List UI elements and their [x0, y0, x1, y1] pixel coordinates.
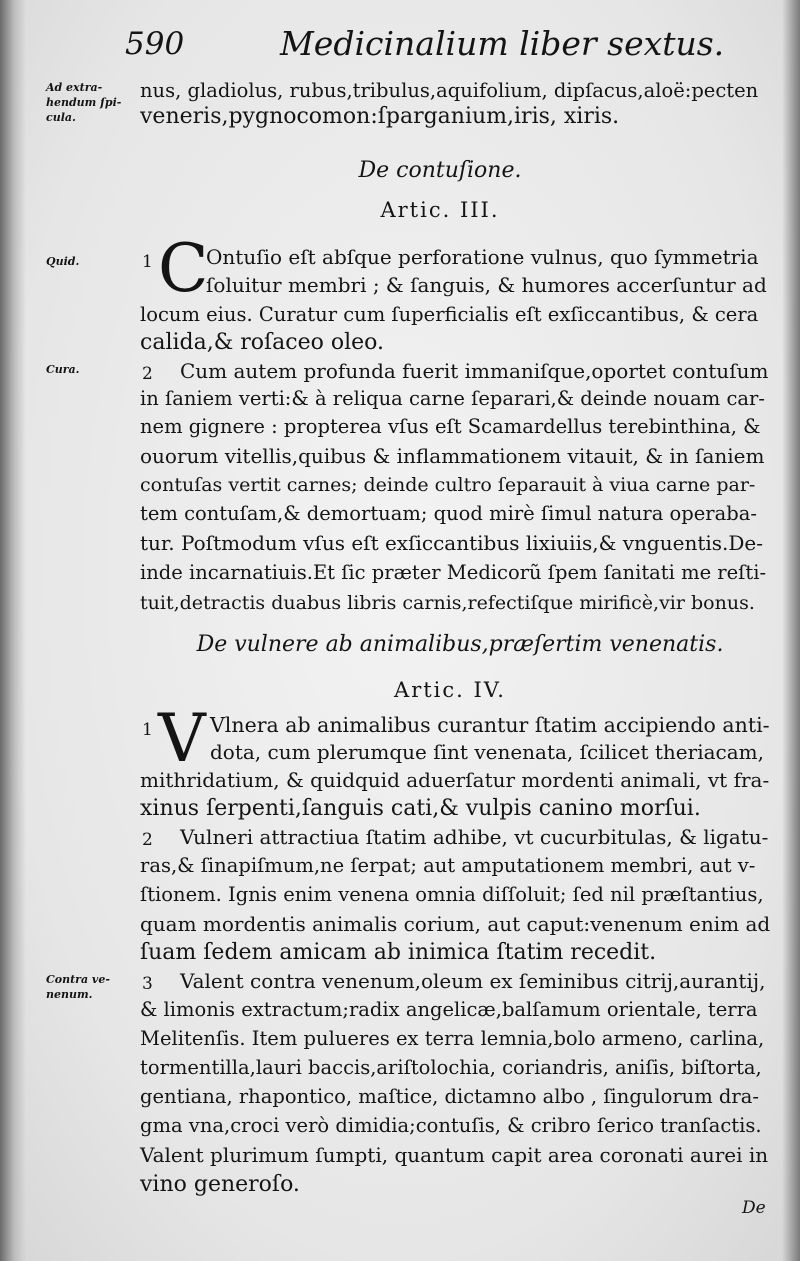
text-line: in ſaniem verti:& à reliqua carne ſeparari,& deinde nouam car-	[140, 387, 765, 410]
text-line: tem contuſam,& demortuam; quod mirè ſimul natura operaba-	[140, 502, 757, 525]
catchword: De	[742, 1198, 766, 1218]
margin-note-line: hendum ſpi-	[46, 96, 122, 109]
text-line: & limonis extractum;radix angelicæ,balſamum orientale, terra	[140, 998, 758, 1021]
text-line: tuit,detractis duabus libris carnis,refectiſque mirificè,vir bonus.	[140, 592, 755, 614]
text-line: contuſas vertit carnes; deinde cultro ſeparauit à viua carne par-	[140, 474, 756, 496]
margin-note-line: Quid.	[46, 255, 80, 268]
margin-note-cura	[46, 362, 128, 377]
margin-note-contra-venenum	[46, 972, 128, 1002]
text-line: tormentilla,lauri baccis,ariſtolochia, coriandris, aniſis, biſtorta,	[140, 1056, 762, 1079]
text-line: Vulneri attractiua ſtatim adhibe, vt cucurbitulas, & ligatu-	[180, 825, 769, 849]
article-heading: Artic. IV.	[394, 678, 506, 702]
paragraph-number: 1	[142, 720, 153, 740]
margin-note-ad-extrahendum	[46, 80, 128, 125]
margin-note-quid	[46, 254, 128, 269]
text-line: gentiana, rhapontico, maſtice, dictamno albo , ſingulorum dra-	[140, 1085, 759, 1108]
text-line: Valent contra venenum,oleum ex ſeminibus citrij,aurantij,	[180, 969, 766, 993]
text-line: nem gignere : propterea vſus eſt Scamardellus terebinthina, &	[140, 415, 761, 438]
text-line: Vlnera ab animalibus curantur ſtatim accipiendo anti-	[210, 713, 770, 737]
paragraph-number: 3	[142, 974, 153, 994]
margin-note-line: cula.	[46, 111, 76, 124]
section-title: De vulnere ab animalibus,præſertim venenatis.	[196, 632, 724, 657]
text-line: vino generoſo.	[140, 1172, 300, 1197]
text-line: tur. Poſtmodum vſus eſt exſiccantibus lixiuiis,& vnguentis.De-	[140, 531, 764, 555]
page-header	[125, 18, 725, 68]
text-line: Ontuſio eſt abſque perforatione vulnus, quo ſymmetria	[206, 245, 759, 269]
running-title: Medicinalium liber sextus.	[280, 24, 725, 63]
drop-cap: V	[158, 700, 206, 777]
page-number: 590	[125, 26, 185, 62]
text-line: ſtionem. Ignis enim venena omnia diſſoluit; ſed nil præſtantius,	[140, 883, 764, 906]
article-heading: Artic. III.	[380, 198, 500, 222]
text-line: Melitenſis. Item pulueres ex terra lemnia,bolo armeno, carlina,	[140, 1027, 765, 1050]
text-line: veneris,pygnocomon:ſparganium,iris, xiris.	[140, 104, 620, 129]
text-line: ſuam ſedem amicam ab inimica ſtatim recedit.	[140, 940, 657, 965]
text-line: gma vna,croci verò dimidia;contuſis, & cribro ſerico tranſactis.	[140, 1114, 762, 1137]
margin-note-line: nenum.	[46, 988, 93, 1001]
edge-shadow	[782, 0, 800, 1261]
text-line: nus, gladiolus, rubus,tribulus,aquifolium, dipſacus,aloë:pecten	[140, 79, 759, 102]
paragraph-number: 2	[142, 364, 153, 384]
gutter-shadow	[0, 0, 26, 1261]
text-line: calida,& roſaceo oleo.	[140, 330, 385, 355]
text-line: quam mordentis animalis corium, aut caput:venenum enim ad	[140, 912, 771, 936]
text-line: ouorum vitellis,quibus & inflammationem vitauit, & in ſaniem	[140, 444, 765, 468]
margin-note-line: Cura.	[46, 363, 80, 376]
margin-note-line: Contra ve-	[46, 973, 110, 986]
margin-note-line: Ad extra-	[46, 81, 103, 94]
paragraph-number: 2	[142, 830, 153, 850]
text-line: ſoluitur membri ; & ſanguis, & humores accerſuntur ad	[206, 273, 767, 297]
text-line: xinus ſerpenti,ſanguis cati,& vulpis canino morſui.	[140, 796, 701, 821]
text-line: locum eius. Curatur cum ſuperficialis eſt exſiccantibus, & cera	[140, 303, 759, 326]
text-line: dota, cum plerumque ſint venenata, ſcilicet theriacam,	[210, 740, 764, 764]
text-line: Valent plurimum ſumpti, quantum capit area coronati aurei in	[140, 1143, 769, 1167]
section-title: De contuſione.	[358, 158, 522, 183]
drop-cap: C	[158, 230, 209, 307]
text-line: mithridatium, & quidquid aduerſatur mordenti animali, vt fra-	[140, 768, 770, 792]
text-line: ras,& ſinapiſmum,ne ſerpat; aut amputationem membri, aut v-	[140, 854, 756, 877]
text-line: Cum autem profunda fuerit immaniſque,oportet contuſum	[180, 359, 769, 383]
text-line: inde incarnatiuis.Et ſic præter Medicorũ ſpem ſanitati me reſti-	[140, 561, 767, 584]
paragraph-number: 1	[142, 252, 153, 272]
